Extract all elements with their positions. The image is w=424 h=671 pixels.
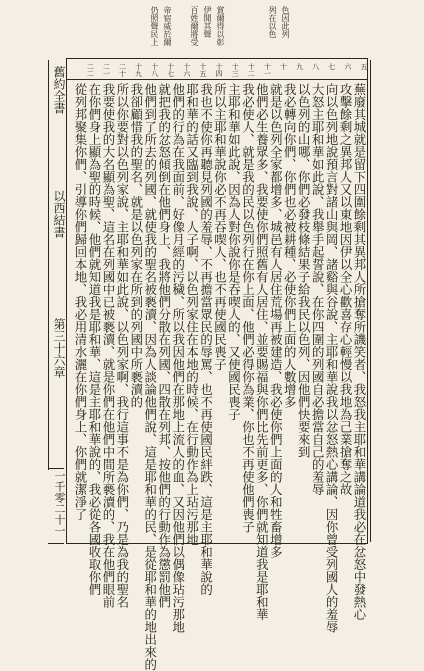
header-note: 帝宿威於爾	[163, 6, 172, 46]
page-number: 一千零二十一	[53, 470, 66, 536]
verse-number: 十五	[199, 63, 207, 77]
text-column: 我也不使你再聽見列國的羞辱、不再擔當眾民的辱罵、也不再使國民絆跌、這是主耶和華說的	[198, 83, 214, 596]
verse-number: 二十	[118, 63, 127, 77]
verse-number: 十六	[182, 63, 191, 77]
verse-number: 十四	[215, 63, 224, 77]
chapter-label: 第三十六章	[52, 318, 66, 378]
verse-number: 五	[360, 63, 368, 70]
header-note: 色因此列	[281, 6, 290, 38]
text-column: 蕪廢其城就是留下四圍餘剩其異邦人所搶奪所譏笑者、我怒我主耶和華講論道我必在忿怒中發熱心	[352, 83, 367, 621]
header-note: 伊聞其聲	[203, 6, 212, 38]
verse-number: 十	[279, 63, 288, 70]
text-column: 主耶和華如此說、因為人對你說你是吞喫人的、又使國民喪子	[226, 83, 242, 421]
text-column: 攻擊餘剩之異邦人又以東地因伊以全心歡喜存心輕慢以我地為己業搶奪之故	[338, 83, 354, 496]
verse-number: 十九	[134, 63, 143, 77]
verse-number: 六	[343, 63, 352, 70]
text-column: 從列邦聚集你們、引導你們歸回本地、我必用清水灑在你們身上、你們就潔淨了	[73, 83, 88, 521]
verse-number: 十七	[166, 63, 175, 77]
header-rule	[66, 79, 368, 80]
text-column: 他們到了所去的列國、就使我的聖名被褻瀆、因為人談論他們說、這是耶和華的民、是從耶和華的地出來的	[142, 83, 158, 671]
text-column: 我必轉向你們、你們也必被耕種、必使你們上面的人數增多	[282, 83, 298, 408]
text-column: 大怒主耶和華如此說、我舉手起誓說、在你四圍的列國自必擔當自己的羞辱	[310, 83, 326, 496]
verse-number: 十二	[247, 63, 256, 77]
text-column: 我必使人、就是我的民以色列行在你上面、他們必得你為業、你也不再使他們喪子	[240, 83, 256, 533]
right-gutter	[370, 60, 385, 542]
header-note: 賞爾得以彰	[216, 6, 225, 46]
header-note: 列在以色	[268, 6, 277, 38]
text-column: 就把我的忿怒傾倒在他們身上、我將他們分散在列國、四散在列邦、按他們的行動作為懲罰他們	[156, 83, 172, 608]
text-column: 向以色列地說預言對諸山與岡、諸谿與谷說、主耶和華說我以忿怒熱心講論、因你曾受列國人的羞辱	[324, 83, 340, 633]
text-column: 就是以色列全家都增多、城邑有人居住荒場再被建造、我必使你們上面的人和牲畜增多	[268, 83, 284, 558]
verse-number: 十一	[263, 63, 272, 77]
text-column: 所以主耶和華說你必不再吞喫人、也不再使國民喪子	[212, 83, 228, 371]
book-title: 舊約全書	[52, 66, 66, 114]
margin-rule	[48, 60, 49, 470]
text-column: 以色列的山哪、你們必發枝條結果子給我民以色列、因他們快要來到	[296, 83, 312, 458]
header-note: 百姓爾將受	[190, 6, 199, 46]
verse-number: 十三	[231, 63, 240, 77]
text-column: 所以你要對以色列家說、主耶和華如此說、以色列家啊、我行這事不是為你們、乃是為我的聖名	[114, 83, 130, 608]
verse-number: 七	[327, 63, 336, 70]
text-column: 他們的行為在我面前、好像月經的污穢、所以我因他們在那地上流人的血、又因他們以偶像玷污那地	[170, 83, 186, 633]
verse-number: 十八	[150, 63, 159, 77]
text-column: 他們必生養眾多、我要使你們照舊有人居住、並要賜福與你們比先前更多、你們就知道我是耶和華	[254, 83, 270, 621]
verse-number: 二一	[102, 63, 111, 77]
verse-number: 九	[295, 63, 304, 70]
text-column: 在你們身上顯為聖的時候、他們就知道我是耶和華、這是主耶和華說的、我必從各國收取你們	[86, 83, 102, 596]
header-note: 仍照聲民上	[150, 6, 159, 46]
chapter-book: 以西結書	[52, 190, 66, 238]
verse-number: 八	[311, 63, 320, 70]
text-column: 我要使我的大名顯為聖、這名在列國中已被褻瀆、就是你們在他們中間所褻瀆的、我在他們眼前	[100, 83, 116, 608]
text-column: 耶和華的話又臨到我說、人子啊、以色列家住在本地的時候、在行動作為上玷污那地	[184, 83, 200, 546]
text-column: 我卻顧惜我的聖名、就是以色列家在所到的列國中所褻瀆的	[128, 83, 144, 408]
verse-number: 二二	[86, 63, 95, 77]
